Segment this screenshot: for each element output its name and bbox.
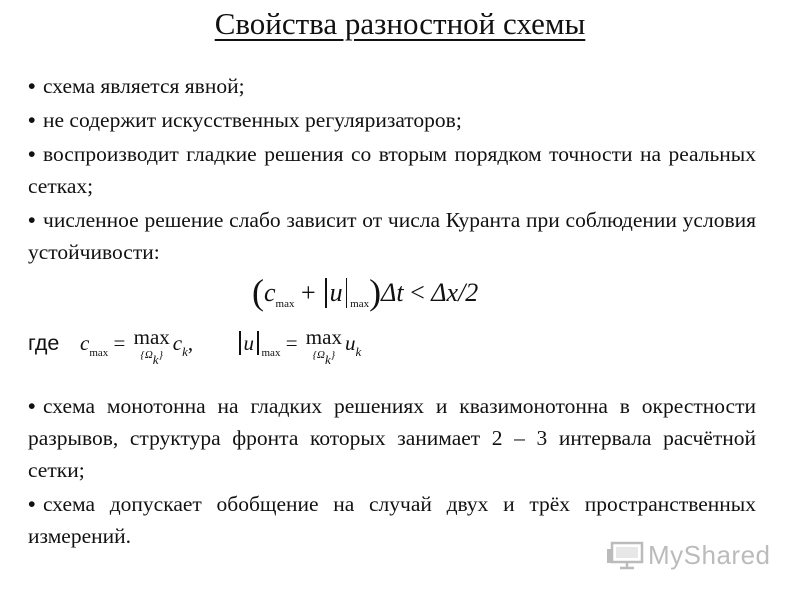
list-item-text: схема допускает обобщение на случай двух и трёх пространственных измерений. — [28, 492, 756, 548]
list-item — [28, 204, 756, 268]
formula-c: c — [264, 278, 276, 307]
max-operator — [306, 326, 342, 367]
formula-lt: < — [410, 278, 425, 307]
properties-list-bottom — [28, 390, 756, 552]
formula-u-sub: max — [350, 298, 370, 310]
bullet-icon: • — [28, 74, 36, 98]
def-eq-2: = — [285, 331, 298, 355]
def-c: c — [80, 331, 90, 355]
under-k: k — [324, 352, 331, 367]
under-close: } — [330, 349, 336, 361]
c-max-definition — [80, 326, 193, 370]
list-item — [28, 390, 756, 486]
def-uk: u — [344, 331, 356, 355]
abs-bar-left — [325, 278, 327, 308]
list-item-text: схема является явной; — [43, 74, 245, 98]
def-u: u — [243, 331, 254, 355]
formula-plus: + — [301, 278, 316, 307]
def-eq: = — [113, 331, 126, 355]
abs-bar-right — [257, 331, 259, 355]
max-op-text: max — [133, 325, 170, 349]
watermark-text: MyShared — [648, 539, 771, 570]
properties-list-top — [28, 70, 756, 268]
watermark — [606, 538, 771, 572]
max-operator — [134, 326, 170, 367]
list-item-text: численное решение слабо зависит от числа Куранта при соблюдении условия устойчивости: — [28, 208, 756, 264]
under-omega: {Ω — [312, 349, 325, 361]
max-op-text: max — [305, 325, 342, 349]
list-item-text: схема монотонна на гладких решениях и квазимонотонна в окрестности разрывов, структура фронта которых занимает 2 – 3 интервала расчётной сетки; — [28, 394, 756, 482]
where-label: где — [28, 331, 60, 355]
right-paren: ) — [369, 272, 382, 312]
def-uk-sub: k — [355, 344, 362, 359]
list-item — [28, 104, 756, 136]
formula-dt: Δt — [381, 278, 404, 307]
under-omega: {Ω — [140, 349, 153, 361]
list-item — [28, 138, 756, 202]
bullet-icon: • — [28, 142, 36, 166]
abs-bar-left — [239, 331, 241, 355]
formula-u: u — [329, 278, 343, 307]
left-paren: ( — [252, 272, 264, 312]
under-k: k — [152, 352, 159, 367]
bullet-icon: • — [28, 108, 36, 132]
u-max-definition — [236, 326, 361, 370]
max-op-under — [134, 348, 170, 367]
def-ck-sub: k — [182, 344, 188, 359]
projector-screen-icon — [606, 540, 644, 570]
max-op-under — [306, 348, 342, 367]
list-item — [28, 70, 756, 102]
def-comma: , — [187, 331, 194, 355]
page-title-text: Свойства разностной схемы — [214, 6, 586, 41]
list-item-text: не содержит искусственных регуляризаторов; — [43, 108, 462, 132]
def-ck: c — [172, 331, 183, 355]
list-item-text: воспроизводит гладкие решения со вторым порядком точности на реальных сетках; — [28, 142, 756, 198]
stability-condition-formula — [252, 272, 478, 324]
bullet-icon: • — [28, 394, 36, 418]
page-title — [0, 4, 800, 44]
bullet-icon: • — [28, 492, 36, 516]
under-close: } — [158, 349, 163, 361]
formula-dx: Δx/2 — [431, 278, 479, 307]
abs-bar-right — [346, 278, 348, 308]
formula-c-sub: max — [275, 298, 295, 310]
bullet-icon: • — [28, 208, 36, 232]
def-c-sub: max — [89, 347, 109, 359]
def-u-sub: max — [261, 347, 281, 359]
